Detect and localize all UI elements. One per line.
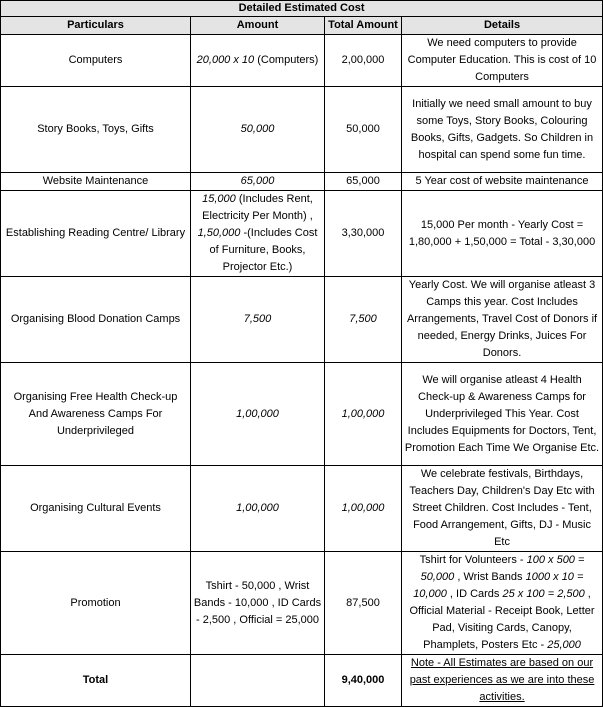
details-part: 25,000 [547,639,581,651]
table-row [1,363,603,466]
grand-total: 9,40,000 [325,655,402,707]
total-row [1,655,603,707]
total-cell: 1,00,000 [325,363,402,466]
particulars-cell: Organising Cultural Events [1,466,191,552]
header-details: Details [402,17,603,35]
particulars-cell: Organising Blood Donation Camps [1,277,191,363]
details-part: , Official Material - Receipt Book, Letter Pad, Visiting Cards, Canopy, Phamplets, Posters Etc - [409,588,595,651]
table-title: Detailed Estimated Cost [1,1,603,17]
header-amount: Amount [191,17,325,35]
total-cell: 3,30,000 [325,191,402,277]
total-amount-empty [191,655,325,707]
table-row [1,191,603,277]
amount-cell [191,35,325,87]
amount-value: 20,000 x 10 [196,54,255,66]
details-part: 100 x 500 = 50,000 [420,554,585,583]
table-row [1,87,603,173]
table-row [1,173,603,191]
table-row [1,277,603,363]
amount-cell [191,191,325,277]
amount-cell: 7,500 [191,277,325,363]
amount-cell: Tshirt - 50,000 , Wrist Bands - 10,000 , ID Cards - 2,500 , Official = 25,000 [191,552,325,655]
details-part: , Wrist Bands [454,571,526,583]
amount-cell: 50,000 [191,87,325,173]
particulars-cell: Computers [1,35,191,87]
details-cell: 15,000 Per month - Yearly Cost = 1,80,000 + 1,50,000 = Total - 3,30,000 [402,191,603,277]
details-part: Tshirt for Volunteers - [419,554,527,566]
total-cell: 7,500 [325,277,402,363]
details-part: 1000 x 10 = 10,000 [413,571,584,600]
details-cell: 5 Year cost of website maintenance [402,173,603,191]
amount-note: (Computers) [254,54,319,66]
table-row [1,35,603,87]
details-cell: We need computers to provide Computer Education. This is cost of 10 Computers [402,35,603,87]
details-cell: We celebrate festivals, Birthdays, Teachers Day, Children's Day Etc with Street Children. Cost Includes - Tent, Food Arrangement, Gifts, DJ - Music Etc [402,466,603,552]
details-cell: We will organise atleast 4 Health Check-up & Awareness Camps for Underprivileged This Year. Cost Includes Equipments for Doctors, Tent, Promotion Each Time We Organise Etc. [402,363,603,466]
amount-furniture: 1,50,000 [197,227,241,239]
amount-cell: 1,00,000 [191,363,325,466]
total-cell: 2,00,000 [325,35,402,87]
particulars-cell: Establishing Reading Centre/ Library [1,191,191,277]
header-particulars: Particulars [1,17,191,35]
total-cell: 87,500 [325,552,402,655]
particulars-cell: Website Maintenance [1,173,191,191]
header-total-amount: Total Amount [325,17,402,35]
details-cell: Yearly Cost. We will organise atleast 3 Camps this year. Cost Includes Arrangements, Travel Cost of Donors if needed, Energy Drinks, Juices For Donors. [402,277,603,363]
table-row [1,466,603,552]
details-cell: Initially we need small amount to buy some Toys, Story Books, Colouring Books, Gifts, Gadgets. So Children in hospital can spend some fun time. [402,87,603,173]
total-cell: 65,000 [325,173,402,191]
particulars-cell: Story Books, Toys, Gifts [1,87,191,173]
amount-cell: 65,000 [191,173,325,191]
details-part: 25 x 100 = 2,500 [502,588,585,600]
details-part: , ID Cards [446,588,503,600]
total-label: Total [1,655,191,707]
amount-furniture-note: -(Includes Cost of Furniture, Books, Projector Etc.) [209,227,318,273]
table-row [1,552,603,655]
total-cell: 50,000 [325,87,402,173]
particulars-cell: Organising Free Health Check-up And Awareness Camps For Underprivileged [1,363,191,466]
particulars-cell: Promotion [1,552,191,655]
amount-cell: 1,00,000 [191,466,325,552]
amount-rent-note: (Includes Rent, Electricity Per Month) , [202,193,313,222]
estimate-note: Note - All Estimates are based on our past experiences as we are into these activities. [402,655,603,707]
details-cell [402,552,603,655]
header-row [1,17,603,35]
total-cell: 1,00,000 [325,466,402,552]
amount-rent: 15,000 [202,193,236,205]
